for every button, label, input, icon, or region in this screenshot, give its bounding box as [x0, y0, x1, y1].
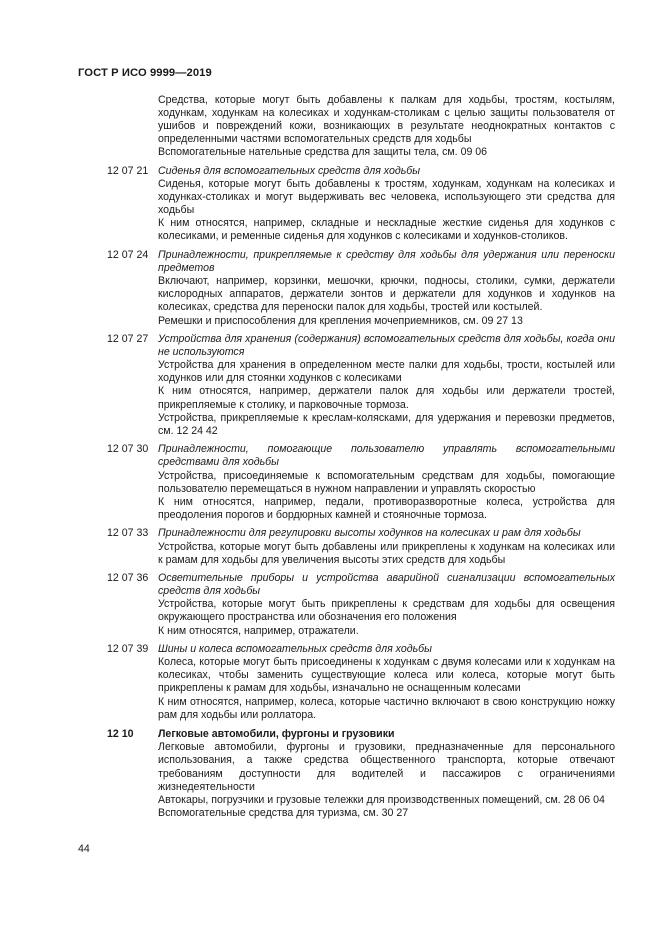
entry-paragraph: Легковые автомобили, фургоны и грузовики, предназначенные для персонального использования, а также средства общественного транспорта, которые отвечают требованиям доступности для водителей и пассажиров с ограничениями жизнедеятельности — [158, 741, 615, 793]
entry-body — [158, 572, 615, 637]
entry-paragraph: Устройства, присоединяемые к вспомогательным средствам для ходьбы, помогающие пользователю перемещаться в нужном направлении и управлять скоростью — [158, 469, 615, 495]
entry-body — [158, 728, 615, 820]
entry-12-07-30 — [107, 443, 615, 522]
entry-paragraph: Включают, например, корзинки, мешочки, крючки, подносы, столики, сумки, держатели кислородных аппаратов, держатели зонтов и держатели для ходунков и ходунков на колесиках, средства для переноски палок для ходьбы, тростей или костылей. — [158, 275, 615, 314]
entry-12-07-21 — [107, 165, 615, 244]
entry-body — [158, 443, 615, 522]
entry-code: 12 07 27 — [107, 333, 149, 346]
entry-code: 12 07 21 — [107, 164, 149, 177]
entry-code: 12 07 30 — [107, 443, 149, 456]
entry-paragraph: Колеса, которые могут быть присоединены к ходункам с двумя колесами или к ходункам на колесиках, чтобы заменить существующие колеса или колеса, которые могут быть прикреплены к рамам для ходьбы, изначально не оснащенным колесами — [158, 656, 615, 695]
entry-code: 12 07 39 — [107, 643, 149, 656]
entry-title: Принадлежности, помогающие пользователю управлять вспомогательными средствами для ходьбы — [158, 443, 615, 469]
entry-12-10 — [107, 728, 615, 820]
entry-body — [158, 333, 615, 438]
entry-title: Шины и колеса вспомогательных средств для ходьбы — [158, 643, 432, 656]
entry-paragraph: Автокары, погрузчики и грузовые тележки для производственных помещений, см. 28 06 04 — [158, 793, 605, 806]
document-header: ГОСТ Р ИСО 9999—2019 — [78, 67, 212, 79]
entry-body — [158, 165, 615, 244]
entry-title: Сиденья для вспомогательных средств для ходьбы — [158, 164, 421, 177]
entry-paragraph: Вспомогательные средства для туризма, см. 30 27 — [158, 806, 409, 819]
entry-code: 12 07 33 — [107, 527, 149, 540]
intro-paragraph: Средства, которые могут быть добавлены к палкам для ходьбы, тростям, костылям, ходункам, ходункам на колесиках и ходункам-столикам с целью защиты пользователя от ушибов и повреждений кожи, возникающих в результате неоднократных контактов с определенными частями вспомогательных средств для ходьбы — [158, 94, 615, 146]
intro-block — [158, 94, 615, 159]
entry-body — [158, 249, 615, 328]
document-content — [107, 94, 615, 820]
entry-12-07-39 — [107, 643, 615, 722]
entry-12-07-33 — [107, 527, 615, 566]
entry-paragraph: К ним относятся, например, педали, противоразворотные колеса, устройства для преодоления порогов и бордюрных камней и стояночные тормоза. — [158, 495, 615, 521]
entry-title: Принадлежности, прикрепляемые к средству для ходьбы для удержания или переноски предметов — [158, 249, 615, 275]
entry-paragraph: К ним относятся, например, отражатели. — [158, 624, 359, 637]
entry-title: Осветительные приборы и устройства аварийной сигнализации вспомогательных средств для ходьбы — [158, 572, 615, 598]
entry-title: Устройства для хранения (содержания) вспомогательных средств для ходьбы, когда они не используются — [158, 333, 615, 359]
intro-paragraph: Вспомогательные нательные средства для защиты тела, см. 09 06 — [158, 146, 488, 159]
entry-body — [158, 643, 615, 722]
entry-title: Принадлежности для регулировки высоты ходунков на колесиках и рам для ходьбы — [158, 527, 581, 540]
entry-paragraph: К ним относятся, например, колеса, которые частично включают в свою конструкцию ножку рам для ходьбы или роллатора. — [158, 695, 615, 721]
entry-body — [158, 527, 615, 566]
entry-title: Легковые автомобили, фургоны и грузовики — [158, 728, 395, 741]
entry-paragraph: К ним относятся, например, складные и нескладные жесткие сиденья для ходунков с колесиками, и ременные сиденья для ходунков с колесиками и ходунков-столиков. — [158, 217, 615, 243]
entry-code: 12 10 — [107, 728, 134, 741]
entry-code: 12 07 24 — [107, 249, 149, 262]
entry-12-07-27 — [107, 333, 615, 438]
entry-paragraph: Устройства, прикрепляемые к креслам-колясками, для удержания и перевозки предметов, см. 12 24 42 — [158, 411, 615, 437]
page-number: 44 — [78, 843, 90, 855]
entry-paragraph: К ним относятся, например, держатели палок для ходьбы или держатели тростей, прикрепляемые к столику, и парковочные тормоза. — [158, 385, 615, 411]
entry-paragraph: Устройства, которые могут быть добавлены или прикреплены к ходункам на колесиках или к рамам для ходьбы для увеличения высоты этих средств для ходьбы — [158, 540, 615, 566]
entry-paragraph: Устройства для хранения в определенном месте палки для ходьбы, трости, костылей или ходунков или для стоянки ходунков с колесиками — [158, 359, 615, 385]
entry-12-07-24 — [107, 249, 615, 328]
entry-code: 12 07 36 — [107, 572, 149, 585]
entry-paragraph: Устройства, которые могут быть прикреплены к средствам для ходьбы для освещения окружающего пространства или обозначения его положения — [158, 598, 615, 624]
entry-paragraph: Сиденья, которые могут быть добавлены к тростям, ходункам, ходункам на колесиках и ходунках-столиках и могут выдерживать вес человека, использующего эти средства для ходьбы — [158, 178, 615, 217]
entry-paragraph: Ремешки и приспособления для крепления мочеприемников, см. 09 27 13 — [158, 314, 523, 327]
entry-12-07-36 — [107, 572, 615, 637]
